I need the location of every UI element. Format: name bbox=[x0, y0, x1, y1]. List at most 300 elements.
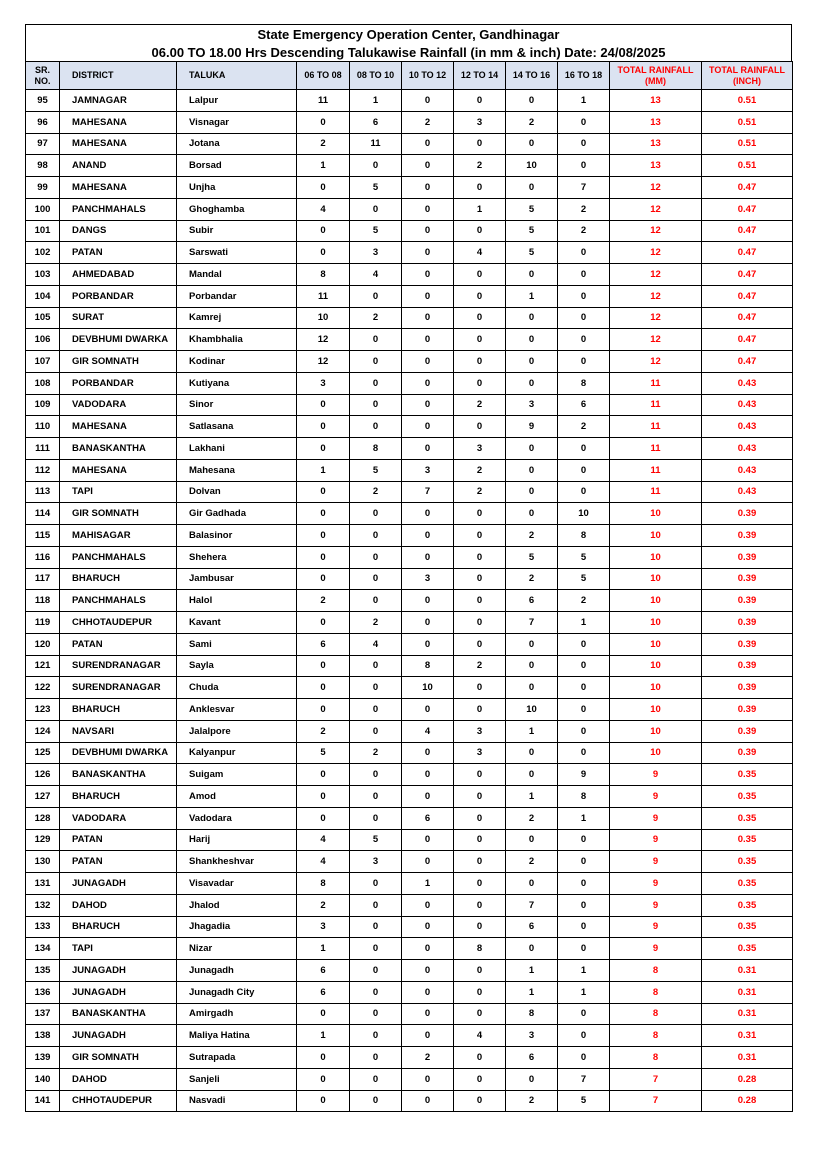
cell-sr-no: 110 bbox=[26, 416, 60, 438]
cell-rain-16-18: 0 bbox=[558, 307, 610, 329]
cell-sr-no: 115 bbox=[26, 525, 60, 547]
cell-district: PORBANDAR bbox=[60, 372, 177, 394]
table-row bbox=[26, 612, 793, 634]
cell-rain-12-14: 0 bbox=[454, 220, 506, 242]
cell-rain-08-10: 0 bbox=[350, 372, 402, 394]
cell-taluka: Chuda bbox=[177, 677, 297, 699]
cell-rain-14-16: 0 bbox=[506, 677, 558, 699]
cell-rain-12-14: 0 bbox=[454, 568, 506, 590]
cell-sr-no: 102 bbox=[26, 242, 60, 264]
cell-rain-12-14: 2 bbox=[454, 394, 506, 416]
cell-district: MAHESANA bbox=[60, 111, 177, 133]
cell-taluka: Sutrapada bbox=[177, 1047, 297, 1069]
cell-rain-06-08: 6 bbox=[297, 633, 350, 655]
cell-rain-12-14: 3 bbox=[454, 720, 506, 742]
cell-district: SURENDRANAGAR bbox=[60, 677, 177, 699]
cell-sr-no: 101 bbox=[26, 220, 60, 242]
cell-rain-10-12: 2 bbox=[402, 1047, 454, 1069]
cell-sr-no: 106 bbox=[26, 329, 60, 351]
cell-total-mm: 13 bbox=[610, 90, 702, 112]
cell-total-inch: 0.31 bbox=[702, 981, 793, 1003]
cell-district: PATAN bbox=[60, 633, 177, 655]
cell-rain-06-08: 0 bbox=[297, 1047, 350, 1069]
cell-rain-10-12: 1 bbox=[402, 873, 454, 895]
cell-rain-16-18: 0 bbox=[558, 633, 610, 655]
cell-total-inch: 0.39 bbox=[702, 720, 793, 742]
cell-district: PATAN bbox=[60, 829, 177, 851]
cell-rain-06-08: 0 bbox=[297, 438, 350, 460]
cell-rain-10-12: 0 bbox=[402, 307, 454, 329]
cell-sr-no: 135 bbox=[26, 960, 60, 982]
cell-rain-16-18: 8 bbox=[558, 786, 610, 808]
cell-total-inch: 0.35 bbox=[702, 807, 793, 829]
cell-total-mm: 11 bbox=[610, 459, 702, 481]
cell-rain-12-14: 0 bbox=[454, 1047, 506, 1069]
cell-rain-14-16: 8 bbox=[506, 1003, 558, 1025]
cell-rain-08-10: 0 bbox=[350, 873, 402, 895]
cell-rain-10-12: 7 bbox=[402, 481, 454, 503]
cell-taluka: Sami bbox=[177, 633, 297, 655]
cell-district: SURENDRANAGAR bbox=[60, 655, 177, 677]
cell-rain-06-08: 2 bbox=[297, 590, 350, 612]
cell-district: SURAT bbox=[60, 307, 177, 329]
header-sr-no: SR. NO. bbox=[26, 62, 60, 90]
cell-total-mm: 10 bbox=[610, 568, 702, 590]
cell-sr-no: 99 bbox=[26, 177, 60, 199]
cell-rain-06-08: 0 bbox=[297, 612, 350, 634]
cell-rain-14-16: 5 bbox=[506, 546, 558, 568]
cell-total-mm: 12 bbox=[610, 264, 702, 286]
cell-rain-16-18: 1 bbox=[558, 612, 610, 634]
cell-total-inch: 0.31 bbox=[702, 1003, 793, 1025]
cell-rain-06-08: 0 bbox=[297, 177, 350, 199]
cell-total-inch: 0.39 bbox=[702, 546, 793, 568]
cell-rain-12-14: 0 bbox=[454, 786, 506, 808]
cell-total-mm: 12 bbox=[610, 307, 702, 329]
table-row bbox=[26, 981, 793, 1003]
cell-rain-12-14: 8 bbox=[454, 938, 506, 960]
cell-rain-06-08: 4 bbox=[297, 829, 350, 851]
cell-rain-12-14: 0 bbox=[454, 916, 506, 938]
cell-district: DAHOD bbox=[60, 894, 177, 916]
cell-rain-08-10: 0 bbox=[350, 155, 402, 177]
cell-rain-10-12: 0 bbox=[402, 264, 454, 286]
cell-rain-14-16: 1 bbox=[506, 960, 558, 982]
cell-rain-14-16: 0 bbox=[506, 503, 558, 525]
cell-rain-08-10: 0 bbox=[350, 677, 402, 699]
cell-rain-10-12: 0 bbox=[402, 1025, 454, 1047]
table-row bbox=[26, 546, 793, 568]
table-row bbox=[26, 1047, 793, 1069]
cell-district: DEVBHUMI DWARKA bbox=[60, 742, 177, 764]
cell-district: JAMNAGAR bbox=[60, 90, 177, 112]
header-10-12: 10 TO 12 bbox=[402, 62, 454, 90]
cell-rain-14-16: 0 bbox=[506, 633, 558, 655]
cell-rain-06-08: 0 bbox=[297, 416, 350, 438]
cell-sr-no: 109 bbox=[26, 394, 60, 416]
cell-rain-08-10: 0 bbox=[350, 590, 402, 612]
cell-taluka: Maliya Hatina bbox=[177, 1025, 297, 1047]
cell-rain-12-14: 0 bbox=[454, 699, 506, 721]
cell-rain-16-18: 0 bbox=[558, 133, 610, 155]
cell-rain-10-12: 0 bbox=[402, 220, 454, 242]
cell-total-inch: 0.43 bbox=[702, 394, 793, 416]
cell-taluka: Subir bbox=[177, 220, 297, 242]
cell-sr-no: 133 bbox=[26, 916, 60, 938]
cell-sr-no: 138 bbox=[26, 1025, 60, 1047]
cell-total-mm: 9 bbox=[610, 851, 702, 873]
cell-rain-14-16: 0 bbox=[506, 873, 558, 895]
report-subtitle: 06.00 TO 18.00 Hrs Descending Talukawise Rainfall (in mm & inch) Date: 24/08/2025 bbox=[151, 45, 666, 60]
cell-rain-06-08: 0 bbox=[297, 786, 350, 808]
cell-total-mm: 8 bbox=[610, 1047, 702, 1069]
table-row bbox=[26, 742, 793, 764]
cell-total-inch: 0.39 bbox=[702, 590, 793, 612]
cell-rain-12-14: 0 bbox=[454, 351, 506, 373]
cell-total-mm: 12 bbox=[610, 329, 702, 351]
cell-sr-no: 132 bbox=[26, 894, 60, 916]
cell-taluka: Visnagar bbox=[177, 111, 297, 133]
cell-district: MAHESANA bbox=[60, 133, 177, 155]
cell-rain-12-14: 0 bbox=[454, 372, 506, 394]
cell-sr-no: 117 bbox=[26, 568, 60, 590]
cell-rain-12-14: 0 bbox=[454, 546, 506, 568]
cell-rain-14-16: 0 bbox=[506, 655, 558, 677]
cell-district: JUNAGADH bbox=[60, 981, 177, 1003]
cell-sr-no: 103 bbox=[26, 264, 60, 286]
cell-taluka: Shankheshvar bbox=[177, 851, 297, 873]
cell-rain-16-18: 7 bbox=[558, 1068, 610, 1090]
cell-taluka: Unjha bbox=[177, 177, 297, 199]
cell-rain-06-08: 0 bbox=[297, 1090, 350, 1112]
cell-rain-16-18: 6 bbox=[558, 394, 610, 416]
cell-sr-no: 118 bbox=[26, 590, 60, 612]
cell-total-inch: 0.31 bbox=[702, 1047, 793, 1069]
cell-sr-no: 97 bbox=[26, 133, 60, 155]
cell-district: NAVSARI bbox=[60, 720, 177, 742]
cell-total-mm: 8 bbox=[610, 1003, 702, 1025]
cell-rain-14-16: 0 bbox=[506, 742, 558, 764]
cell-rain-14-16: 3 bbox=[506, 394, 558, 416]
cell-rain-14-16: 0 bbox=[506, 90, 558, 112]
cell-total-inch: 0.47 bbox=[702, 220, 793, 242]
cell-rain-08-10: 0 bbox=[350, 960, 402, 982]
cell-rain-10-12: 3 bbox=[402, 568, 454, 590]
cell-taluka: Borsad bbox=[177, 155, 297, 177]
cell-district: PATAN bbox=[60, 851, 177, 873]
cell-district: PATAN bbox=[60, 242, 177, 264]
cell-rain-12-14: 0 bbox=[454, 1003, 506, 1025]
cell-total-mm: 10 bbox=[610, 742, 702, 764]
table-row bbox=[26, 220, 793, 242]
cell-rain-12-14: 2 bbox=[454, 481, 506, 503]
cell-rain-14-16: 0 bbox=[506, 438, 558, 460]
cell-rain-06-08: 0 bbox=[297, 220, 350, 242]
cell-rain-08-10: 0 bbox=[350, 568, 402, 590]
cell-total-mm: 10 bbox=[610, 590, 702, 612]
cell-rain-06-08: 10 bbox=[297, 307, 350, 329]
cell-total-inch: 0.35 bbox=[702, 873, 793, 895]
cell-rain-14-16: 1 bbox=[506, 285, 558, 307]
cell-rain-12-14: 0 bbox=[454, 677, 506, 699]
cell-taluka: Vadodara bbox=[177, 807, 297, 829]
cell-rain-14-16: 0 bbox=[506, 177, 558, 199]
cell-total-inch: 0.39 bbox=[702, 503, 793, 525]
cell-rain-08-10: 2 bbox=[350, 612, 402, 634]
cell-total-inch: 0.47 bbox=[702, 198, 793, 220]
cell-sr-no: 105 bbox=[26, 307, 60, 329]
cell-taluka: Khambhalia bbox=[177, 329, 297, 351]
cell-rain-10-12: 0 bbox=[402, 177, 454, 199]
table-row bbox=[26, 394, 793, 416]
cell-rain-06-08: 1 bbox=[297, 459, 350, 481]
cell-rain-12-14: 3 bbox=[454, 111, 506, 133]
table-row bbox=[26, 786, 793, 808]
cell-rain-10-12: 0 bbox=[402, 1003, 454, 1025]
cell-rain-16-18: 0 bbox=[558, 351, 610, 373]
cell-total-mm: 10 bbox=[610, 633, 702, 655]
cell-rain-16-18: 8 bbox=[558, 372, 610, 394]
cell-total-inch: 0.47 bbox=[702, 307, 793, 329]
cell-rain-12-14: 0 bbox=[454, 894, 506, 916]
cell-rain-06-08: 1 bbox=[297, 938, 350, 960]
cell-rain-08-10: 3 bbox=[350, 851, 402, 873]
cell-sr-no: 139 bbox=[26, 1047, 60, 1069]
cell-taluka: Jotana bbox=[177, 133, 297, 155]
cell-rain-14-16: 0 bbox=[506, 481, 558, 503]
cell-rain-06-08: 0 bbox=[297, 481, 350, 503]
cell-total-inch: 0.51 bbox=[702, 133, 793, 155]
cell-district: BHARUCH bbox=[60, 916, 177, 938]
cell-sr-no: 123 bbox=[26, 699, 60, 721]
table-row bbox=[26, 111, 793, 133]
cell-rain-16-18: 0 bbox=[558, 655, 610, 677]
cell-total-inch: 0.39 bbox=[702, 525, 793, 547]
cell-rain-14-16: 0 bbox=[506, 1068, 558, 1090]
cell-rain-08-10: 6 bbox=[350, 111, 402, 133]
table-row bbox=[26, 720, 793, 742]
cell-rain-14-16: 10 bbox=[506, 699, 558, 721]
cell-rain-08-10: 5 bbox=[350, 220, 402, 242]
cell-taluka: Kavant bbox=[177, 612, 297, 634]
cell-total-inch: 0.39 bbox=[702, 568, 793, 590]
table-row bbox=[26, 960, 793, 982]
cell-rain-16-18: 2 bbox=[558, 220, 610, 242]
cell-taluka: Satlasana bbox=[177, 416, 297, 438]
table-row bbox=[26, 699, 793, 721]
cell-rain-14-16: 6 bbox=[506, 590, 558, 612]
table-row bbox=[26, 372, 793, 394]
cell-sr-no: 111 bbox=[26, 438, 60, 460]
cell-rain-10-12: 3 bbox=[402, 459, 454, 481]
cell-taluka: Junagadh bbox=[177, 960, 297, 982]
header-16-18: 16 TO 18 bbox=[558, 62, 610, 90]
cell-rain-14-16: 1 bbox=[506, 981, 558, 1003]
table-row bbox=[26, 133, 793, 155]
cell-rain-16-18: 0 bbox=[558, 1025, 610, 1047]
cell-sr-no: 95 bbox=[26, 90, 60, 112]
cell-rain-10-12: 0 bbox=[402, 90, 454, 112]
cell-total-inch: 0.47 bbox=[702, 351, 793, 373]
cell-rain-16-18: 0 bbox=[558, 329, 610, 351]
cell-rain-16-18: 5 bbox=[558, 568, 610, 590]
cell-rain-14-16: 2 bbox=[506, 1090, 558, 1112]
cell-total-mm: 13 bbox=[610, 133, 702, 155]
cell-total-inch: 0.47 bbox=[702, 285, 793, 307]
cell-rain-10-12: 0 bbox=[402, 394, 454, 416]
cell-taluka: Gir Gadhada bbox=[177, 503, 297, 525]
cell-total-mm: 9 bbox=[610, 873, 702, 895]
cell-taluka: Mandal bbox=[177, 264, 297, 286]
header-06-08: 06 TO 08 bbox=[297, 62, 350, 90]
table-row bbox=[26, 568, 793, 590]
cell-rain-10-12: 4 bbox=[402, 720, 454, 742]
cell-rain-12-14: 0 bbox=[454, 177, 506, 199]
cell-rain-08-10: 2 bbox=[350, 481, 402, 503]
cell-rain-14-16: 2 bbox=[506, 111, 558, 133]
cell-rain-10-12: 0 bbox=[402, 329, 454, 351]
cell-total-mm: 11 bbox=[610, 372, 702, 394]
cell-rain-16-18: 1 bbox=[558, 807, 610, 829]
table-row bbox=[26, 873, 793, 895]
cell-rain-10-12: 10 bbox=[402, 677, 454, 699]
cell-total-inch: 0.51 bbox=[702, 111, 793, 133]
cell-total-inch: 0.43 bbox=[702, 481, 793, 503]
cell-total-mm: 8 bbox=[610, 981, 702, 1003]
cell-total-inch: 0.31 bbox=[702, 960, 793, 982]
cell-rain-06-08: 6 bbox=[297, 960, 350, 982]
cell-total-inch: 0.43 bbox=[702, 416, 793, 438]
cell-rain-16-18: 2 bbox=[558, 416, 610, 438]
cell-rain-14-16: 0 bbox=[506, 351, 558, 373]
cell-taluka: Jambusar bbox=[177, 568, 297, 590]
cell-rain-16-18: 0 bbox=[558, 699, 610, 721]
cell-rain-12-14: 0 bbox=[454, 285, 506, 307]
cell-rain-16-18: 0 bbox=[558, 720, 610, 742]
cell-taluka: Kodinar bbox=[177, 351, 297, 373]
cell-rain-06-08: 4 bbox=[297, 851, 350, 873]
cell-total-inch: 0.51 bbox=[702, 90, 793, 112]
cell-total-mm: 12 bbox=[610, 242, 702, 264]
cell-total-mm: 10 bbox=[610, 655, 702, 677]
cell-rain-06-08: 11 bbox=[297, 90, 350, 112]
cell-district: CHHOTAUDEPUR bbox=[60, 1090, 177, 1112]
cell-rain-12-14: 0 bbox=[454, 873, 506, 895]
cell-district: TAPI bbox=[60, 481, 177, 503]
cell-rain-10-12: 0 bbox=[402, 372, 454, 394]
table-row bbox=[26, 894, 793, 916]
cell-total-mm: 11 bbox=[610, 394, 702, 416]
cell-rain-12-14: 0 bbox=[454, 1068, 506, 1090]
cell-rain-06-08: 0 bbox=[297, 242, 350, 264]
cell-taluka: Sarswati bbox=[177, 242, 297, 264]
cell-total-mm: 9 bbox=[610, 938, 702, 960]
cell-sr-no: 126 bbox=[26, 764, 60, 786]
table-row bbox=[26, 807, 793, 829]
cell-rain-16-18: 0 bbox=[558, 1047, 610, 1069]
cell-district: BANASKANTHA bbox=[60, 438, 177, 460]
cell-taluka: Junagadh City bbox=[177, 981, 297, 1003]
cell-district: PANCHMAHALS bbox=[60, 198, 177, 220]
cell-total-inch: 0.35 bbox=[702, 764, 793, 786]
cell-district: GIR SOMNATH bbox=[60, 1047, 177, 1069]
cell-rain-12-14: 0 bbox=[454, 416, 506, 438]
cell-rain-14-16: 2 bbox=[506, 851, 558, 873]
cell-rain-06-08: 0 bbox=[297, 1068, 350, 1090]
cell-rain-16-18: 0 bbox=[558, 264, 610, 286]
cell-rain-12-14: 0 bbox=[454, 1090, 506, 1112]
cell-district: BHARUCH bbox=[60, 786, 177, 808]
cell-district: JUNAGADH bbox=[60, 960, 177, 982]
cell-rain-12-14: 0 bbox=[454, 133, 506, 155]
cell-rain-10-12: 0 bbox=[402, 981, 454, 1003]
cell-taluka: Halol bbox=[177, 590, 297, 612]
cell-rain-10-12: 0 bbox=[402, 742, 454, 764]
cell-district: CHHOTAUDEPUR bbox=[60, 612, 177, 634]
cell-total-inch: 0.35 bbox=[702, 829, 793, 851]
cell-rain-08-10: 0 bbox=[350, 894, 402, 916]
cell-total-inch: 0.31 bbox=[702, 1025, 793, 1047]
cell-total-mm: 12 bbox=[610, 220, 702, 242]
cell-total-mm: 9 bbox=[610, 764, 702, 786]
cell-rain-08-10: 0 bbox=[350, 525, 402, 547]
cell-rain-10-12: 6 bbox=[402, 807, 454, 829]
cell-rain-10-12: 0 bbox=[402, 1090, 454, 1112]
cell-total-mm: 9 bbox=[610, 916, 702, 938]
table-row bbox=[26, 938, 793, 960]
cell-rain-06-08: 1 bbox=[297, 155, 350, 177]
table-row bbox=[26, 916, 793, 938]
cell-rain-16-18: 0 bbox=[558, 851, 610, 873]
cell-district: MAHESANA bbox=[60, 177, 177, 199]
cell-rain-06-08: 8 bbox=[297, 873, 350, 895]
cell-total-inch: 0.28 bbox=[702, 1090, 793, 1112]
cell-total-inch: 0.43 bbox=[702, 459, 793, 481]
cell-rain-08-10: 0 bbox=[350, 699, 402, 721]
cell-total-mm: 10 bbox=[610, 720, 702, 742]
cell-taluka: Visavadar bbox=[177, 873, 297, 895]
header-14-16: 14 TO 16 bbox=[506, 62, 558, 90]
cell-taluka: Ghoghamba bbox=[177, 198, 297, 220]
table-row bbox=[26, 329, 793, 351]
cell-rain-14-16: 1 bbox=[506, 786, 558, 808]
table-row bbox=[26, 438, 793, 460]
cell-rain-14-16: 0 bbox=[506, 938, 558, 960]
cell-district: GIR SOMNATH bbox=[60, 503, 177, 525]
cell-rain-12-14: 1 bbox=[454, 198, 506, 220]
cell-taluka: Sanjeli bbox=[177, 1068, 297, 1090]
cell-rain-06-08: 0 bbox=[297, 394, 350, 416]
cell-rain-06-08: 4 bbox=[297, 198, 350, 220]
cell-sr-no: 140 bbox=[26, 1068, 60, 1090]
cell-rain-14-16: 0 bbox=[506, 329, 558, 351]
cell-total-mm: 11 bbox=[610, 481, 702, 503]
cell-total-mm: 11 bbox=[610, 416, 702, 438]
cell-sr-no: 96 bbox=[26, 111, 60, 133]
cell-rain-14-16: 0 bbox=[506, 133, 558, 155]
cell-district: PORBANDAR bbox=[60, 285, 177, 307]
cell-rain-12-14: 0 bbox=[454, 807, 506, 829]
cell-rain-14-16: 3 bbox=[506, 1025, 558, 1047]
cell-total-mm: 9 bbox=[610, 786, 702, 808]
cell-rain-08-10: 0 bbox=[350, 416, 402, 438]
cell-total-mm: 9 bbox=[610, 829, 702, 851]
cell-district: DANGS bbox=[60, 220, 177, 242]
cell-rain-06-08: 11 bbox=[297, 285, 350, 307]
cell-rain-10-12: 0 bbox=[402, 916, 454, 938]
cell-taluka: Anklesvar bbox=[177, 699, 297, 721]
table-row bbox=[26, 677, 793, 699]
